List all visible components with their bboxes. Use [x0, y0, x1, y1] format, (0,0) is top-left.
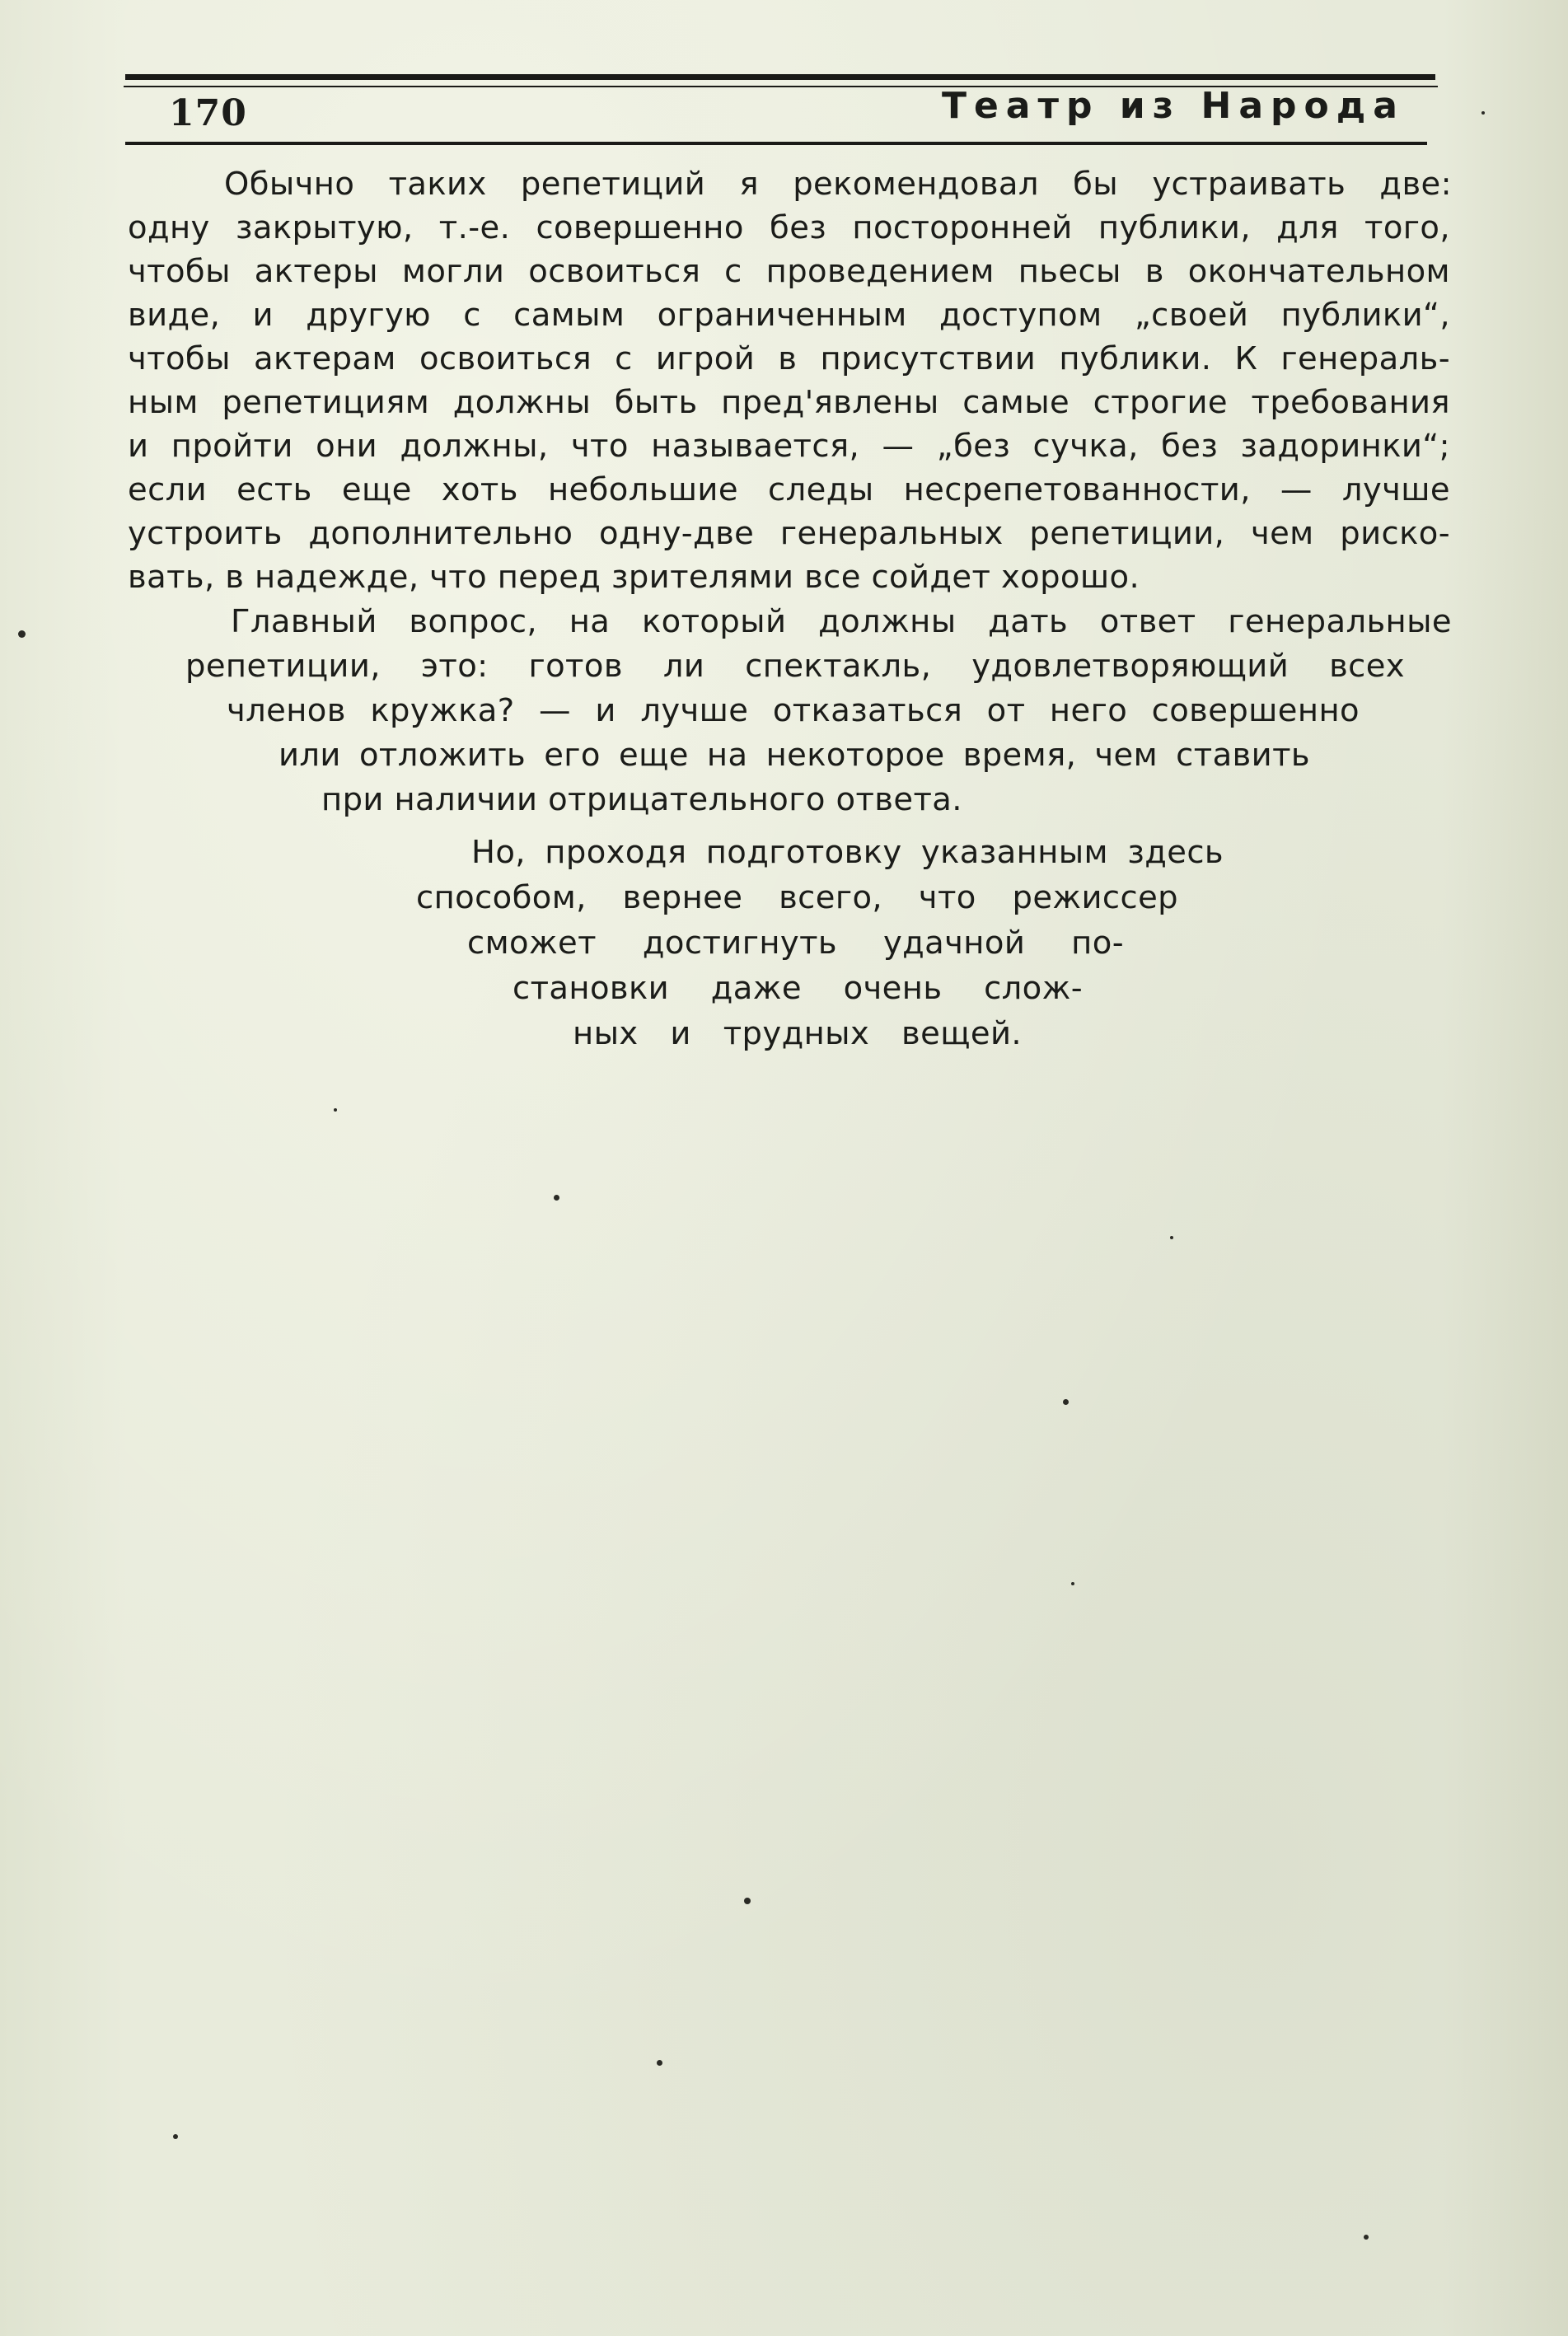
text-line: членов кружка? — и лучше отказаться от него совершенно	[227, 692, 1360, 729]
text-line: чтобы актеры могли освоиться с проведением пьесы в окончательном	[128, 253, 1450, 290]
ink-speck	[18, 630, 26, 638]
text-line: и пройти они должны, что называется, — „без сучка, без задоринки“;	[128, 428, 1450, 465]
text-line: виде, и другую с самым ограниченным доступом „своей публики“,	[128, 297, 1450, 334]
text-line: одну закрытую, т.-е. совершенно без посторонней публики, для того,	[128, 209, 1450, 246]
text-line: при наличии отрицательного ответа.	[321, 781, 962, 818]
text-line: ным репетициям должны быть пред'явлены самые строгие требования	[128, 384, 1450, 421]
header-rule-top	[125, 74, 1435, 80]
text-line: Главный вопрос, на который должны дать ответ генеральные	[231, 603, 1452, 640]
text-line: ных и трудных вещей.	[573, 1015, 1022, 1052]
text-line: Обычно таких репетиций я рекомендовал бы устраивать две:	[224, 166, 1452, 203]
text-line: становки даже очень слож-	[513, 970, 1083, 1007]
ink-speck	[173, 2134, 178, 2139]
text-line: способом, вернее всего, что режиссер	[416, 879, 1178, 916]
text-line: если есть еще хоть небольшие следы несрепетованности, — лучше	[128, 471, 1450, 508]
text-line: Но, проходя подготовку указанным здесь	[471, 834, 1224, 871]
ink-speck	[554, 1195, 559, 1201]
text-line: или отложить его еще на некоторое время, чем ставить	[278, 737, 1310, 774]
text-line: репетиции, это: готов ли спектакль, удовлетворяющий всех	[185, 648, 1405, 685]
ink-speck	[1364, 2235, 1369, 2240]
text-line: сможет достигнуть удачной по-	[467, 925, 1124, 962]
text-line: устроить дополнительно одну-две генеральных репетиции, чем риско-	[128, 515, 1450, 552]
text-line: вать, в надежде, что перед зрителями все сойдет хорошо.	[128, 559, 1140, 596]
ink-speck	[1071, 1582, 1074, 1585]
ink-speck	[657, 2060, 662, 2066]
ink-speck	[1170, 1236, 1173, 1239]
ink-speck	[1481, 111, 1485, 115]
ink-speck	[334, 1108, 337, 1112]
text-line: чтобы актерам освоиться с игрой в присутствии публики. К генераль-	[128, 340, 1450, 377]
running-title: Театр из Народа	[941, 85, 1405, 127]
ink-speck	[1063, 1399, 1069, 1405]
page-number: 170	[169, 92, 247, 134]
ink-speck	[744, 1898, 751, 1904]
header-rule-bottom	[125, 142, 1427, 145]
